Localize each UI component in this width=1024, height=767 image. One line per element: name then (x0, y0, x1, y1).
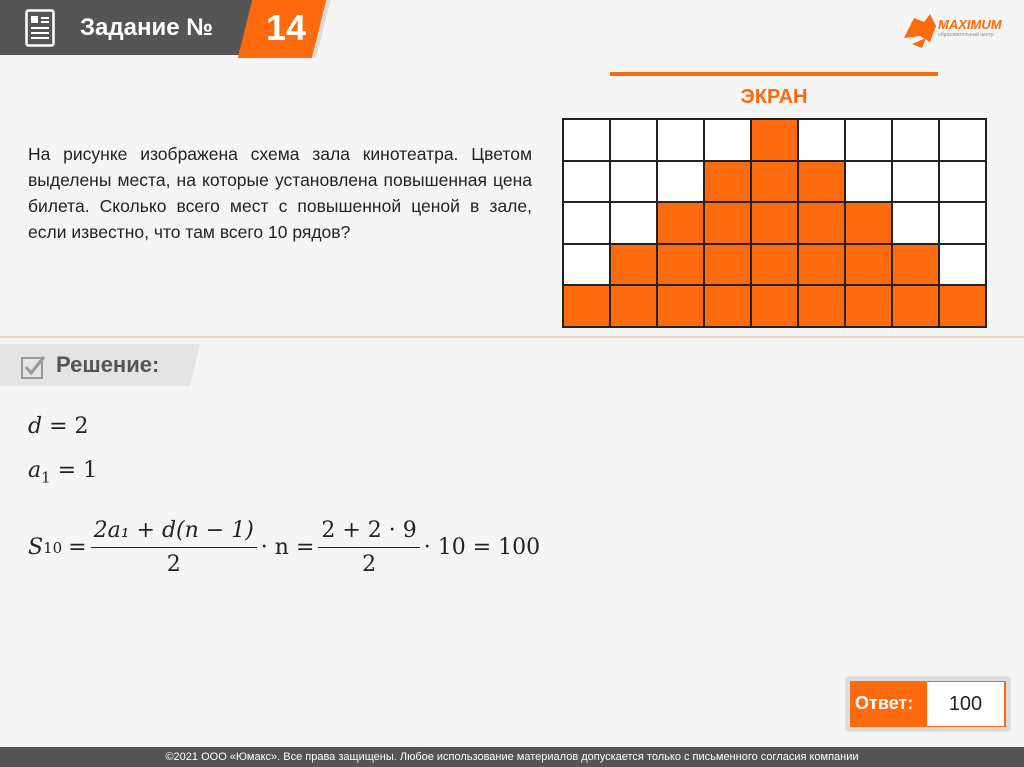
formula-d (28, 414, 89, 439)
fraction-denominator: 2 (318, 547, 419, 577)
seat-regular (892, 202, 939, 244)
seat-premium (845, 202, 892, 244)
formula-result: · 10 = 100 (423, 535, 541, 560)
seat-premium (751, 285, 798, 327)
fraction-numerator: 2 + 2 · 9 (321, 518, 417, 543)
checkbox-checked-icon (20, 354, 46, 380)
formula-lhs-var: S (28, 535, 44, 560)
formula-sub: 1 (41, 468, 51, 487)
fraction-general (91, 518, 257, 577)
seat-regular (657, 161, 704, 203)
seat-premium (704, 202, 751, 244)
seat-regular (610, 202, 657, 244)
answer-label: Ответ: (855, 693, 914, 713)
seat-premium (798, 161, 845, 203)
seat-premium (751, 202, 798, 244)
seat-premium (563, 285, 610, 327)
seat-premium (892, 285, 939, 327)
header (0, 0, 1024, 62)
seat-premium (610, 244, 657, 286)
fraction-substituted (318, 518, 419, 577)
task-number: 14 (265, 7, 307, 48)
section-divider (0, 336, 1024, 338)
seat-premium (798, 202, 845, 244)
formula-lhs-sub: 10 (43, 538, 63, 557)
formula-var: d (28, 414, 43, 439)
seat-premium (657, 285, 704, 327)
formula-a1 (28, 458, 97, 486)
seat-premium (892, 244, 939, 286)
fraction-numerator: 2a₁ + d(n − 1) (93, 518, 254, 543)
seat-premium (751, 244, 798, 286)
seat-regular (845, 161, 892, 203)
seat-regular (610, 161, 657, 203)
screen-line (610, 72, 938, 76)
logo-subtitle: образовательный центр (938, 32, 994, 38)
task-title: Задание № (80, 14, 213, 41)
seat-premium (704, 161, 751, 203)
seat-regular (563, 119, 610, 161)
formula-eq: = (68, 535, 87, 560)
fraction-denominator: 2 (91, 547, 257, 577)
seat-regular (845, 119, 892, 161)
seat-premium (610, 285, 657, 327)
seat-regular (939, 244, 986, 286)
seat-regular (657, 119, 704, 161)
solution-title: Решение: (56, 352, 160, 377)
screen-label: ЭКРАН (740, 86, 808, 108)
seat-premium (657, 202, 704, 244)
seat-regular (939, 161, 986, 203)
seat-premium (751, 119, 798, 161)
seat-premium (798, 244, 845, 286)
seat-regular (939, 202, 986, 244)
seat-regular (563, 161, 610, 203)
seat-premium (798, 285, 845, 327)
document-icon (25, 9, 55, 47)
formula-rhs: = 1 (57, 458, 98, 483)
formula-var: a (28, 458, 42, 483)
seat-regular (704, 119, 751, 161)
formula-sum (28, 518, 540, 577)
seat-premium (704, 244, 751, 286)
seat-premium (845, 285, 892, 327)
seat-regular (892, 161, 939, 203)
problem-text: На рисунке изображена схема зала кинотеатра. Цветом выделены места, на которые установлена повышенная цена билета. Сколько всего мест с повышенной ценой в зале, если известно, что там всего 10 рядов? (28, 144, 532, 242)
logo-text: MAXIMUM (938, 17, 1002, 32)
seat-regular (563, 202, 610, 244)
seat-premium (845, 244, 892, 286)
seat-regular (892, 119, 939, 161)
cinema-seat-grid (562, 118, 987, 328)
seat-premium (751, 161, 798, 203)
formula-mid: · n = (260, 535, 315, 560)
formula-rhs: = 2 (49, 414, 89, 439)
seat-premium (657, 244, 704, 286)
seat-regular (939, 119, 986, 161)
seat-regular (563, 244, 610, 286)
seat-premium (939, 285, 986, 327)
seat-regular (798, 119, 845, 161)
seat-premium (704, 285, 751, 327)
seat-regular (610, 119, 657, 161)
footer-copyright: ©2021 ООО «Юмакс». Все права защищены. Любое использование материалов допускается только с письменного согласия компании (165, 751, 859, 763)
answer-value: 100 (948, 693, 983, 715)
